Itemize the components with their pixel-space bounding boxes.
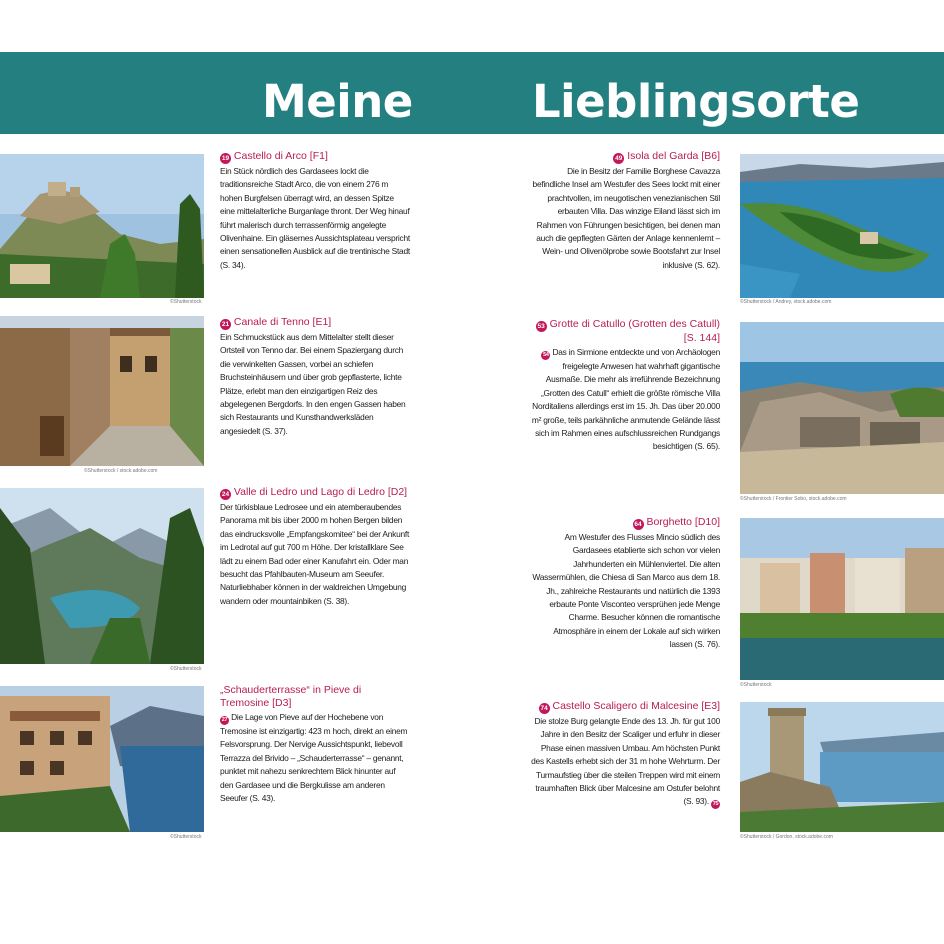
entry-text: Ein Schmuckstück aus dem Mittelalter stellt dieser Ortsteil von Tenno dar. Bei einem Spaziergang durch die verwinkelten Gassen, vorbei an schiefen Bruchsteinhäusern und über grob gepflasterte, lichte Plätze, erlebt man den einzigartigen Reiz des abgelegenen Bergdorfs. In den engen Gassen haben sich Restaurants und Kunsthandwerksläden angesiedelt (S. 37). <box>220 332 406 436</box>
photo-credit: ©Shutterstock / Frontier Sobo, stock.adobe.com <box>740 496 847 502</box>
entry-heading <box>530 318 720 345</box>
map-pin-badge: 54 <box>543 352 549 358</box>
page-title-right: Lieblingsorte <box>532 75 860 128</box>
photo-lago-di-ledro <box>0 488 204 664</box>
entry-title: „Schauderterrasse“ in Pieve di Tremosine [D3] <box>220 684 362 709</box>
photo-credit: ©Shutterstock / Andrey, stock.adobe.com <box>740 299 832 305</box>
photo-canale-di-tenno <box>0 316 204 466</box>
entry-title: Grotte di Catullo (Grotten des Catull) [S. 144] <box>549 318 720 344</box>
entry-text: Ein Stück nördlich des Gardasees lockt die traditionsreiche Stadt Arco, die von einem 276 m hohen Burgfelsen überragt wird, an dessen Spitze eine mittelalterliche Burganlage thront. Der Weg hinauf führt malerisch durch terrassenförmig angelegte Olivenhaine. Ein gläsernes Aussichtsplateau verspricht einen sensationellen Ausblick auf die trentinische Stadt (S. 34). <box>220 166 410 270</box>
entry-grotte-di-catullo <box>530 318 720 454</box>
photo-grotte-di-catullo <box>740 322 944 494</box>
entry-text: 54 Das in Sirmione entdeckte und von Archäologen freigelegte Anwesen hat wahrhaft gigantische Ausmaße. Die mehr als irreführende Bezeichnung „Grotten des Catull“ erhielt die größte römische Villa Norditaliens allerdings erst im 15. Jh. Das über 20.000 m² große, teils parkähnliche anmutende Gelände lässt sich im Rahmen eines aufschlussreichen Rundgangs besichtigen (S. 65). <box>531 347 720 452</box>
photo-credit: ©Shutterstock / stock.adobe.com <box>84 468 158 474</box>
entry-borghetto <box>530 516 720 652</box>
entry-text: Die stolze Burg gelangte Ende des 13. Jh. für gut 100 Jahre in den Besitz der Scaliger und erfuhr in dieser Phase einen massiven Umbau. Am höchsten Punkt des Kastells erhebt sich der 31 m hohe Wehrturm. Der Turmaufstieg über die steilen Treppen wird mit einem traumhaften Blick über Malcesine am Ostufer belohnt (S. 93). 75 <box>531 716 720 808</box>
entry-castello-scaligero <box>530 700 720 809</box>
map-pin-badge: 49 <box>615 155 623 162</box>
photo-credit: ©Shutterstock <box>170 666 202 672</box>
title-banner <box>0 52 944 134</box>
entry-text: 27 Die Lage von Pieve auf der Hochebene von Tremosine ist einzigartig: 423 m hoch, direkt an einem Felsvorsprung. Der Nervige Aussichtspunkt, liebevoll Terrazza del Brivido – „Schauderterrasse“ – genannt, punktet mit nahezu senkrechtem Blick hinunter auf den Gardasee und die Bergkulisse am anderen Seeufer (S. 43). <box>220 712 408 804</box>
entry-canale-di-tenno <box>220 316 410 438</box>
entry-title: Isola del Garda [B6] <box>627 150 720 162</box>
photo-credit: ©Shutterstock <box>170 299 202 305</box>
map-pin-badge: 74 <box>540 705 548 712</box>
photo-credit: ©Shutterstock / Gordon, stock.adobe.com <box>740 834 833 840</box>
entry-title: Castello di Arco [F1] <box>233 150 328 162</box>
entry-heading <box>220 150 410 164</box>
entry-isola-del-garda <box>530 150 720 272</box>
entry-heading <box>530 700 720 714</box>
photo-isola-del-garda <box>740 154 944 298</box>
photo-pieve-di-tremosine <box>0 686 204 832</box>
entry-heading <box>530 150 720 164</box>
entry-heading <box>220 684 410 710</box>
entry-valle-di-ledro <box>220 486 410 608</box>
entry-title: Canale di Tenno [E1] <box>233 316 332 328</box>
photo-castello-di-arco <box>0 154 204 298</box>
photo-castello-scaligero <box>740 702 944 832</box>
entry-heading <box>220 486 410 500</box>
entry-text: Die in Besitz der Familie Borghese Cavazza befindliche Insel am Westufer des Sees lockt mit einer prachtvollen, im neugotischen venezianischen Stil erbauten Villa. Das winzige Eiland lässt sich im Rahmen von Führungen besichtigen, bei denen man auch die gepflegten Gärten der Anlage kennenlernt – Wein- und Olivenölprobe sowie Bootsfahrt zur Insel inklusive (S. 62). <box>532 166 720 270</box>
page-title-left: Meine <box>262 75 413 128</box>
map-pin-badge: 24 <box>221 491 230 498</box>
photo-credit: ©Shutterstock <box>740 682 772 688</box>
map-pin-badge: 27 <box>221 717 228 723</box>
entry-heading <box>530 516 720 530</box>
entry-title: Castello Scaligero di Malcesine [E3] <box>552 700 720 712</box>
photo-borghetto <box>740 518 944 680</box>
map-pin-badge: 21 <box>221 321 230 328</box>
map-pin-badge: 19 <box>221 155 230 162</box>
entry-text: Am Westufer des Flusses Mincio südlich des Gardasees etablierte sich schon vor vielen Jahrhunderten ein Mühlenviertel. Die alten Wassermühlen, die Chiesa di San Marco aus dem 18. Jh., zahlreiche Restaurants und natürlich die 1393 erbaute Ponte Visconteo versprühen jede Menge Charme. Besucher können die romantische Atmosphäre in einem der Lokale auf sich wirken lassen (S. 76). <box>532 532 720 650</box>
map-pin-badge: 75 <box>712 801 719 808</box>
photo-credit: ©Shutterstock <box>170 834 202 840</box>
entry-heading <box>220 316 410 330</box>
entry-castello-di-arco <box>220 150 410 272</box>
map-pin-badge: 53 <box>537 323 545 330</box>
entry-title: Valle di Ledro und Lago di Ledro [D2] <box>233 486 408 498</box>
entry-text: Der türkisblaue Ledrosee und ein atemberaubendes Panorama mit bis über 2000 m hohen Bergen bilden das eindrucksvolle „Empfangskomitee“ bei der Ankunft im Ledrotal auf gut 700 m Höhe. Der kristallklare See lädt zu einem Bad oder einer Kanufahrt ein. Oder man besucht das Pfahlbauten-Museum am Seeufer. Naturliebhaber können in der waldreichen Umgebung wandern oder mountainbiken (S. 38). <box>220 502 410 606</box>
map-pin-badge: 64 <box>634 521 642 528</box>
entry-pieve-di-tremosine <box>220 684 410 805</box>
entry-title: Borghetto [D10] <box>646 516 720 528</box>
